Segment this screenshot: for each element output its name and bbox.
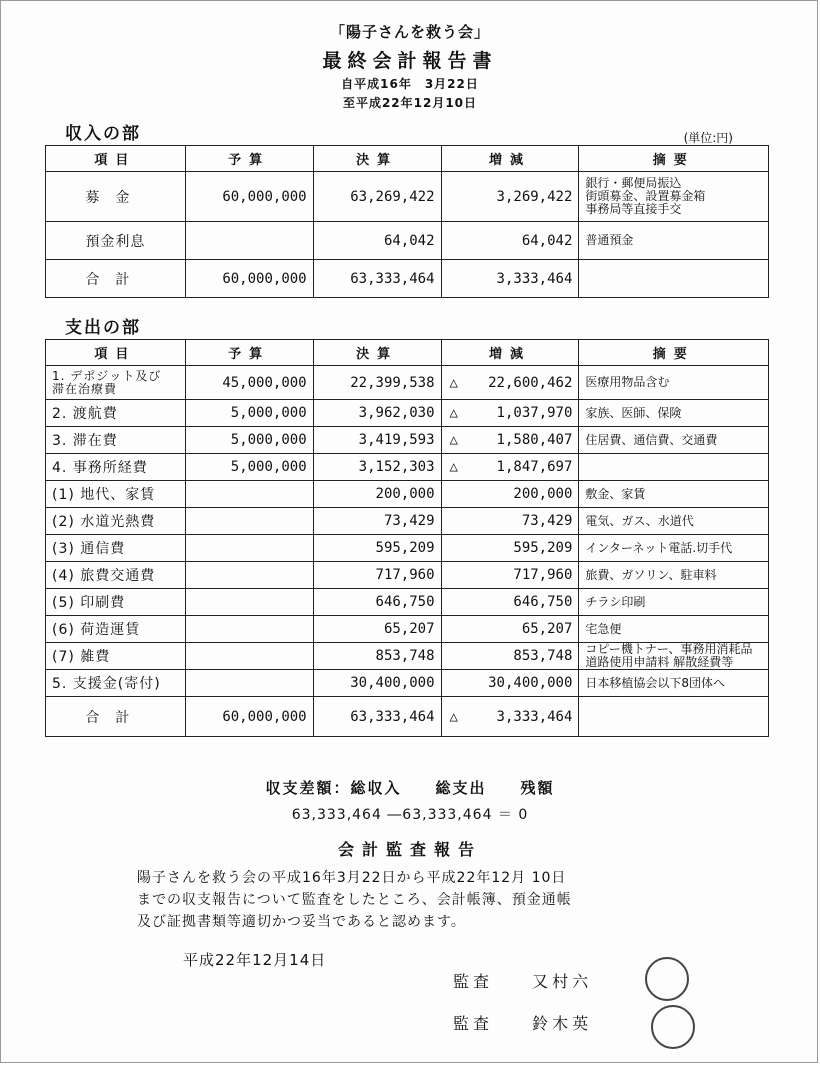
row-diff-cell [441,508,579,535]
row-note: 銀行・郵便局振込 街頭募金、設置募金箱 事務局等直接手交 [579,172,769,222]
row-note: 敷金、家賃 [579,481,769,508]
expense-row [46,508,769,535]
row-diff-cell [441,400,579,427]
income-row [46,172,769,222]
auditor-2-name: 鈴木英 [532,1014,593,1033]
row-note: 普通預金 [579,222,769,260]
auditor-2-role: 監査 [453,1014,494,1033]
row-note [579,454,769,481]
row-budget: 5,000,000 [185,454,313,481]
row-item: (1) 地代、家賃 [46,481,186,508]
row-note: コピー機トナー、事務用消耗品 道路使用申請料 解散経費等 [579,643,769,670]
seal-stamp-1 [645,957,689,1001]
col-budget: 予算 [185,340,313,366]
row-diff-cell [441,643,579,670]
row-diff-cell [441,697,579,737]
col-diff: 増減 [441,146,579,172]
row-item: 3. 滞在費 [46,427,186,454]
row-budget: 60,000,000 [185,172,313,222]
row-diff: 1,847,697 [496,459,573,475]
expense-row [46,535,769,562]
row-item: 預金利息 [46,222,186,260]
decrease-mark: △ [449,708,458,725]
row-diff: 3,333,464 [441,260,579,298]
row-budget [185,589,313,616]
row-budget [185,562,313,589]
row-note [579,697,769,737]
row-actual: 65,207 [313,616,441,643]
row-budget [185,643,313,670]
row-actual: 3,419,593 [313,427,441,454]
period-from: 自平成16年 3月22日 [341,77,479,91]
row-note: 医療用物品含む [579,366,769,400]
balance-summary [1,777,819,824]
expense-row [46,400,769,427]
row-actual: 853,748 [313,643,441,670]
row-diff: 22,600,462 [488,374,573,391]
row-budget: 60,000,000 [185,260,313,298]
expense-row [46,562,769,589]
decrease-mark: △ [449,432,458,448]
audit-title-text: 会計監査報告 [337,840,482,859]
row-actual: 22,399,538 [313,366,441,400]
row-diff-cell [441,589,579,616]
report-title: 最終会計報告書 [322,50,498,72]
row-item: 募金 [46,172,186,222]
row-note: 日本移植協会以下8団体へ [579,670,769,697]
summary-line-2: 63,333,464 ―63,333,464 ＝ 0 [291,807,529,823]
row-actual: 200,000 [313,481,441,508]
audit-date: 平成22年12月14日 [183,951,327,969]
period-to: 至平成22年12月10日 [342,96,478,110]
row-note: 旅費、ガソリン、駐車料 [579,562,769,589]
expense-header-row [46,340,769,366]
row-diff: 65,207 [521,621,573,637]
expense-row [46,697,769,737]
row-budget: 5,000,000 [185,400,313,427]
row-diff: 853,748 [513,648,573,664]
row-actual: 30,400,000 [313,670,441,697]
row-note: チラシ印刷 [579,589,769,616]
row-item: 1. デポジット及び 滞在治療費 [46,366,186,400]
auditor-2 [453,1011,592,1034]
audit-body-line-3: 及び証拠書類等適切かつ妥当であると認めます。 [137,914,466,930]
col-diff: 増減 [441,340,579,366]
row-diff-cell [441,562,579,589]
row-actual: 63,269,422 [313,172,441,222]
row-diff-cell [441,481,579,508]
row-diff: 64,042 [441,222,579,260]
row-diff: 200,000 [513,486,573,502]
income-row [46,222,769,260]
row-budget: 45,000,000 [185,366,313,400]
row-diff: 30,400,000 [488,675,573,691]
row-diff: 73,429 [521,513,573,529]
row-diff: 3,333,464 [496,708,573,725]
income-section-title: 収入の部 [65,124,141,144]
decrease-mark: △ [449,374,458,391]
income-row [46,260,769,298]
row-item: 5. 支援金(寄付) [46,670,186,697]
income-table [45,145,769,298]
auditor-1-name: 又村六 [532,972,593,991]
expense-row [46,366,769,400]
row-budget [185,222,313,260]
organization-name: 「陽子さんを救う会」 [329,23,490,41]
expense-row [46,427,769,454]
col-item: 項目 [46,340,186,366]
row-note: 電気、ガス、水道代 [579,508,769,535]
col-actual: 決算 [313,146,441,172]
decrease-mark: △ [449,405,458,421]
row-budget [185,481,313,508]
row-item: 合計 [46,260,186,298]
row-actual: 717,960 [313,562,441,589]
row-note: 家族、医師、保険 [579,400,769,427]
row-budget: 60,000,000 [185,697,313,737]
row-item: (3) 通信費 [46,535,186,562]
row-item: (4) 旅費交通費 [46,562,186,589]
row-budget [185,508,313,535]
row-note: インターネット電話.切手代 [579,535,769,562]
row-actual: 595,209 [313,535,441,562]
unit-label: (単位:円) [683,131,733,145]
expense-section-title: 支出の部 [65,318,141,338]
row-budget [185,670,313,697]
expense-table [45,339,769,737]
row-item: (7) 雑費 [46,643,186,670]
expense-row [46,454,769,481]
row-actual: 3,962,030 [313,400,441,427]
col-note: 摘要 [579,146,769,172]
row-diff: 3,269,422 [441,172,579,222]
expense-row [46,616,769,643]
row-actual: 64,042 [313,222,441,260]
row-note [579,260,769,298]
expense-row [46,670,769,697]
row-item: 2. 渡航費 [46,400,186,427]
col-actual: 決算 [313,340,441,366]
audit-body [137,867,697,933]
col-budget: 予算 [185,146,313,172]
row-note: 宅急便 [579,616,769,643]
row-diff: 1,037,970 [496,405,573,421]
row-item: 4. 事務所経費 [46,454,186,481]
row-actual: 63,333,464 [313,260,441,298]
seal-stamp-2 [651,1005,695,1049]
decrease-mark: △ [449,459,458,475]
row-diff: 646,750 [513,594,573,610]
row-budget [185,616,313,643]
row-diff: 1,580,407 [496,432,573,448]
audit-body-line-2: までの収支報告について監査をしたところ、会計帳簿、預金通帳 [137,892,572,908]
summary-line-1: 収支差額：総収入 総支出 残額 [265,779,555,797]
row-actual: 3,152,303 [313,454,441,481]
row-diff-cell [441,427,579,454]
row-diff: 717,960 [513,567,573,583]
row-diff-cell [441,616,579,643]
row-diff-cell [441,535,579,562]
auditor-1 [453,969,592,992]
row-note: 住居費、通信費、交通費 [579,427,769,454]
col-note: 摘要 [579,340,769,366]
income-header-row [46,146,769,172]
expense-row [46,481,769,508]
row-actual: 63,333,464 [313,697,441,737]
audit-body-line-1: 陽子さんを救う会の平成16年3月22日から平成22年12月 10日 [137,870,567,886]
auditor-1-role: 監査 [453,972,494,991]
report-header [1,21,819,111]
row-budget [185,535,313,562]
row-diff-cell [441,366,579,400]
row-diff-cell [441,454,579,481]
col-item: 項目 [46,146,186,172]
audit-title [1,837,819,860]
row-item: 合計 [46,697,186,737]
row-item: (6) 荷造運賃 [46,616,186,643]
row-actual: 73,429 [313,508,441,535]
expense-row [46,643,769,670]
row-diff: 595,209 [513,540,573,556]
row-diff-cell [441,670,579,697]
expense-row [46,589,769,616]
row-budget: 5,000,000 [185,427,313,454]
row-actual: 646,750 [313,589,441,616]
row-item: (2) 水道光熱費 [46,508,186,535]
row-item: (5) 印刷費 [46,589,186,616]
